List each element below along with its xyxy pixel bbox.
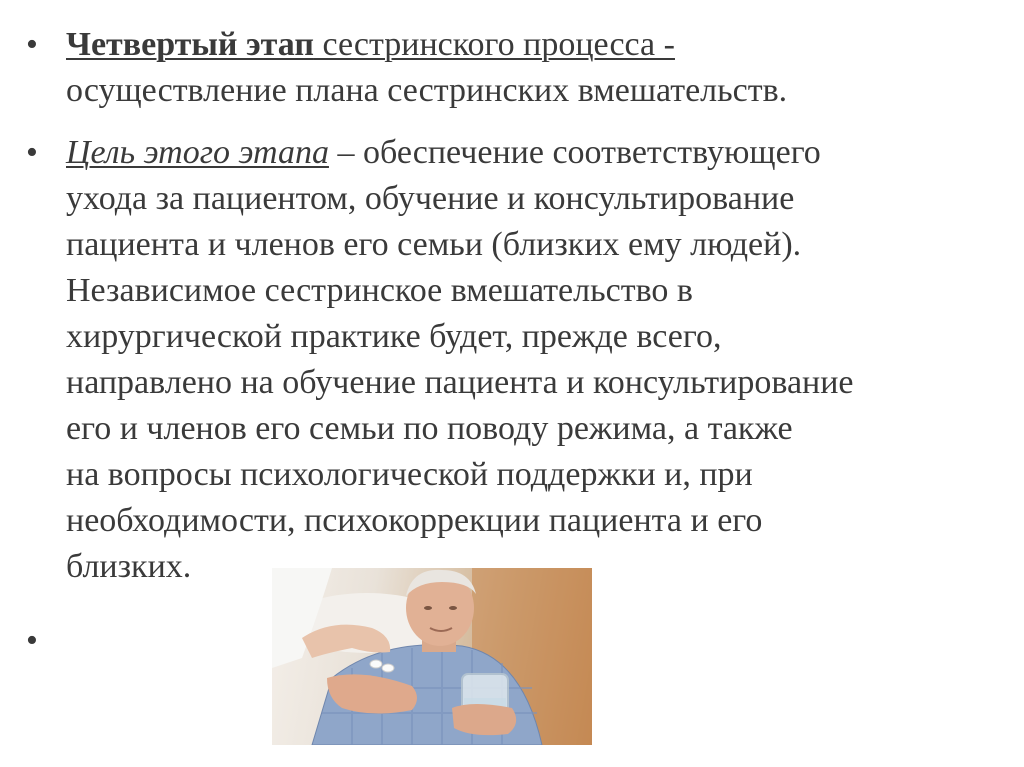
stage-title-bold: Четвертый этап (66, 26, 314, 63)
bullet-2-line: необходимости, психокоррекции пациента и его (66, 502, 763, 539)
bullet-2-line-1 (66, 130, 1016, 176)
bullet-marker-2: • (26, 134, 38, 171)
bullet-1-line-1 (66, 22, 1016, 68)
bullet-item-2 (66, 130, 1016, 590)
bullet-2-line: Независимое сестринское вмешательство в (66, 272, 693, 309)
bullet-2-line: направлено на обучение пациента и консультирование (66, 364, 854, 401)
photo-illustration (272, 568, 592, 745)
goal-label: Цель этого этапа (66, 134, 329, 171)
bullet-item-1 (66, 22, 1016, 114)
bullet-2-line: его и членов его семьи по поводу режима, а также (66, 410, 793, 447)
photo-nurse-giving-pills-icon (272, 568, 592, 745)
goal-line-rest: – обеспечение соответствующего (328, 134, 821, 171)
bullet-2-line: ухода за пациентом, обучение и консультирование (66, 180, 795, 217)
bullet-marker-3: • (26, 622, 38, 659)
bullet-1-line-2: осуществление плана сестринских вмешательств. (66, 72, 788, 109)
bullet-2-line: на вопросы психологической поддержки и, при (66, 456, 753, 493)
bullet-2-line: хирургической практике будет, прежде всего, (66, 318, 722, 355)
bullet-marker-1: • (26, 26, 38, 63)
bullet-2-line: пациента и членов его семьи (близких ему людей). (66, 226, 802, 263)
stage-title-rest: сестринского процесса - (313, 26, 675, 63)
bullet-2-line: близких. (66, 548, 192, 585)
